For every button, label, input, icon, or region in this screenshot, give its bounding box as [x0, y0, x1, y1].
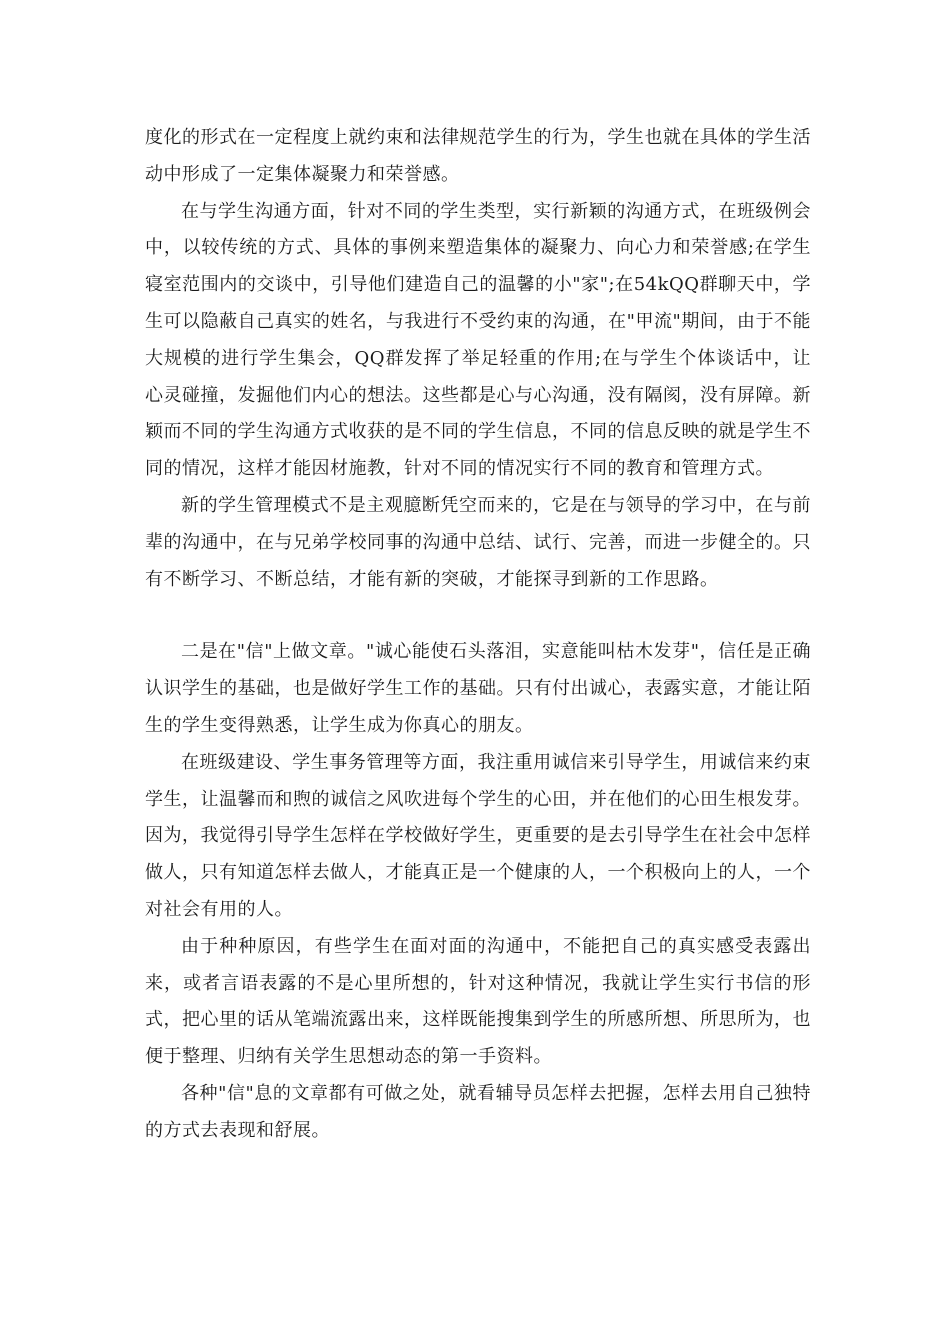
- paragraph-continuation: 度化的形式在一定程度上就约束和法律规范学生的行为，学生也就在具体的学生活动中形成了一定集体凝聚力和荣誉感。: [145, 127, 811, 185]
- paragraph-communication-methods: 在与学生沟通方面，针对不同的学生类型，实行新颖的沟通方式，在班级例会中，以较传统的方式、具体的事例来塑造集体的凝聚力、向心力和荣誉感;在学生寝室范围内的交谈中，引导他们建造自己的温馨的小"家";在54kQQ群聊天中，学生可以隐蔽自己真实的姓名，与我进行不受约束的沟通，在"甲流"期间，由于不能大规模的进行学生集会，QQ群发挥了举足轻重的作用;在与学生个体谈话中，让心灵碰撞，发掘他们内心的想法。这些都是心与心沟通，没有隔阂，没有屏障。新颖而不同的学生沟通方式收获的是不同的学生信息，不同的信息反映的就是学生不同的情况，这样才能因材施教，针对不同的情况实行不同的教育和管理方式。: [145, 200, 811, 480]
- paragraph-spacer: [145, 598, 811, 634]
- paragraph-letters: 由于种种原因，有些学生在面对面的沟通中，不能把自己的真实感受表露出来，或者言语表露的不是心里所想的，针对这种情况，我就让学生实行书信的形式，把心里的话从笔端流露出来，这样既能搜集到学生的所感所想、所思所为，也便于整理、归纳有关学生思想动态的第一手资料。: [145, 935, 811, 1068]
- paragraph-integrity-guidance: 在班级建设、学生事务管理等方面，我注重用诚信来引导学生，用诚信来约束学生，让温馨而和煦的诚信之风吹进每个学生的心田，并在他们的心田生根发芽。因为，我觉得引导学生怎样在学校做好学生，更重要的是去引导学生在社会中怎样做人，只有知道怎样去做人，才能真正是一个健康的人，一个积极向上的人，一个对社会有用的人。: [145, 751, 811, 920]
- paragraph-management-model: 新的学生管理模式不是主观臆断凭空而来的，它是在与领导的学习中，在与前辈的沟通中，在与兄弟学校同事的沟通中总结、试行、完善，而进一步健全的。只有不断学习、不断总结，才能有新的突破，才能探寻到新的工作思路。: [145, 494, 811, 590]
- paragraph-conclusion: 各种"信"息的文章都有可做之处，就看辅导员怎样去把握，怎样去用自己独特的方式去表现和舒展。: [145, 1082, 811, 1141]
- paragraph-trust-intro: 二是在"信"上做文章。"诚心能使石头落泪，实意能叫枯木发芽"，信任是正确认识学生的基础，也是做好学生工作的基础。只有付出诚心，表露实意，才能让陌生的学生变得熟悉，让学生成为你真心的朋友。: [145, 641, 811, 736]
- document-body: [145, 120, 811, 1150]
